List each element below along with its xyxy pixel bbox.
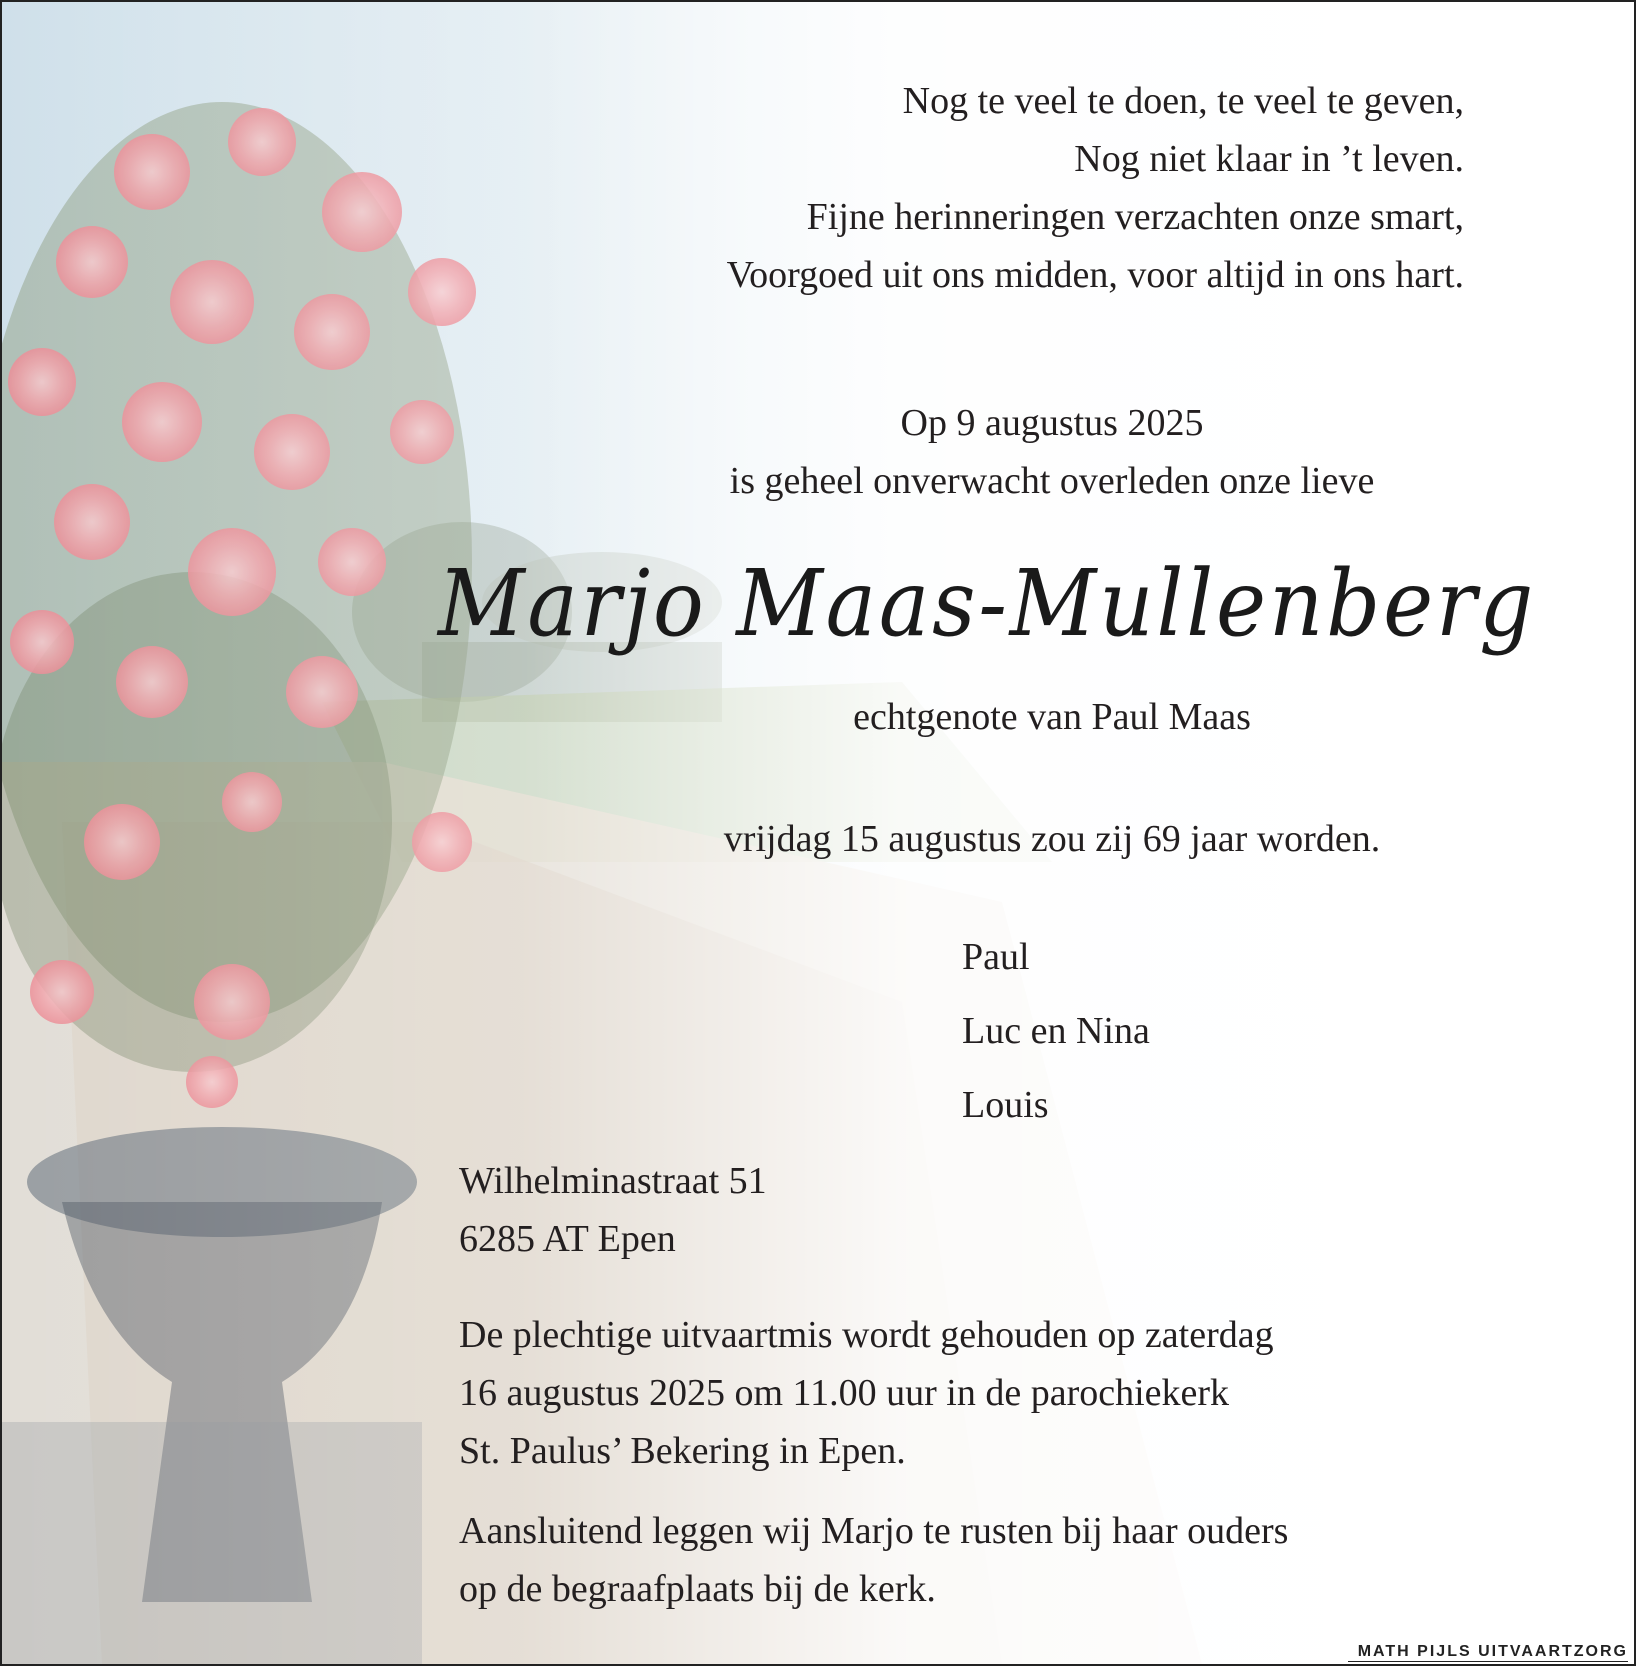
- service-line: St. Paulus’ Bekering in Epen.: [459, 1430, 906, 1472]
- poem-line: Fijne herinneringen verzachten onze smart,: [806, 196, 1464, 238]
- service-line: 16 augustus 2025 om 11.00 uur in de parochiekerk: [459, 1372, 1230, 1414]
- announcement-text: is geheel onverwacht overleden onze lieve: [729, 460, 1375, 502]
- deceased-name: Marjo Maas-Mullenberg: [438, 550, 1537, 657]
- funeral-service-info: [459, 1306, 1274, 1480]
- poem-line: Voorgoed uit ons midden, voor altijd in ons hart.: [726, 254, 1464, 296]
- family-list: [962, 920, 1150, 1142]
- address-city: 6285 AT Epen: [459, 1218, 676, 1260]
- service-line: De plechtige uitvaartmis wordt gehouden op zaterdag: [459, 1314, 1274, 1356]
- spouse-line: echtgenote van Paul Maas: [853, 696, 1251, 738]
- announcement-intro: [2, 394, 1636, 510]
- funeral-home-credit: MATH PIJLS UITVAARTZORG: [1348, 1643, 1628, 1662]
- family-member: Louis: [962, 1084, 1049, 1126]
- family-member: Paul: [962, 936, 1030, 978]
- poem-line: Nog te veel te doen, te veel te geven,: [902, 80, 1464, 122]
- family-member: Luc en Nina: [962, 1010, 1150, 1052]
- burial-info: [459, 1502, 1288, 1618]
- birthday-line: vrijdag 15 augustus zou zij 69 jaar worden.: [723, 818, 1381, 860]
- burial-line: Aansluitend leggen wij Marjo te rusten bij haar ouders: [459, 1510, 1289, 1552]
- address: [459, 1152, 767, 1268]
- address-street: Wilhelminastraat 51: [459, 1160, 767, 1202]
- burial-line: op de begraafplaats bij de kerk.: [459, 1568, 936, 1610]
- death-date-line: Op 9 augustus 2025: [900, 402, 1204, 444]
- poem-line: Nog niet klaar in ’t leven.: [1074, 138, 1464, 180]
- poem: [727, 72, 1464, 304]
